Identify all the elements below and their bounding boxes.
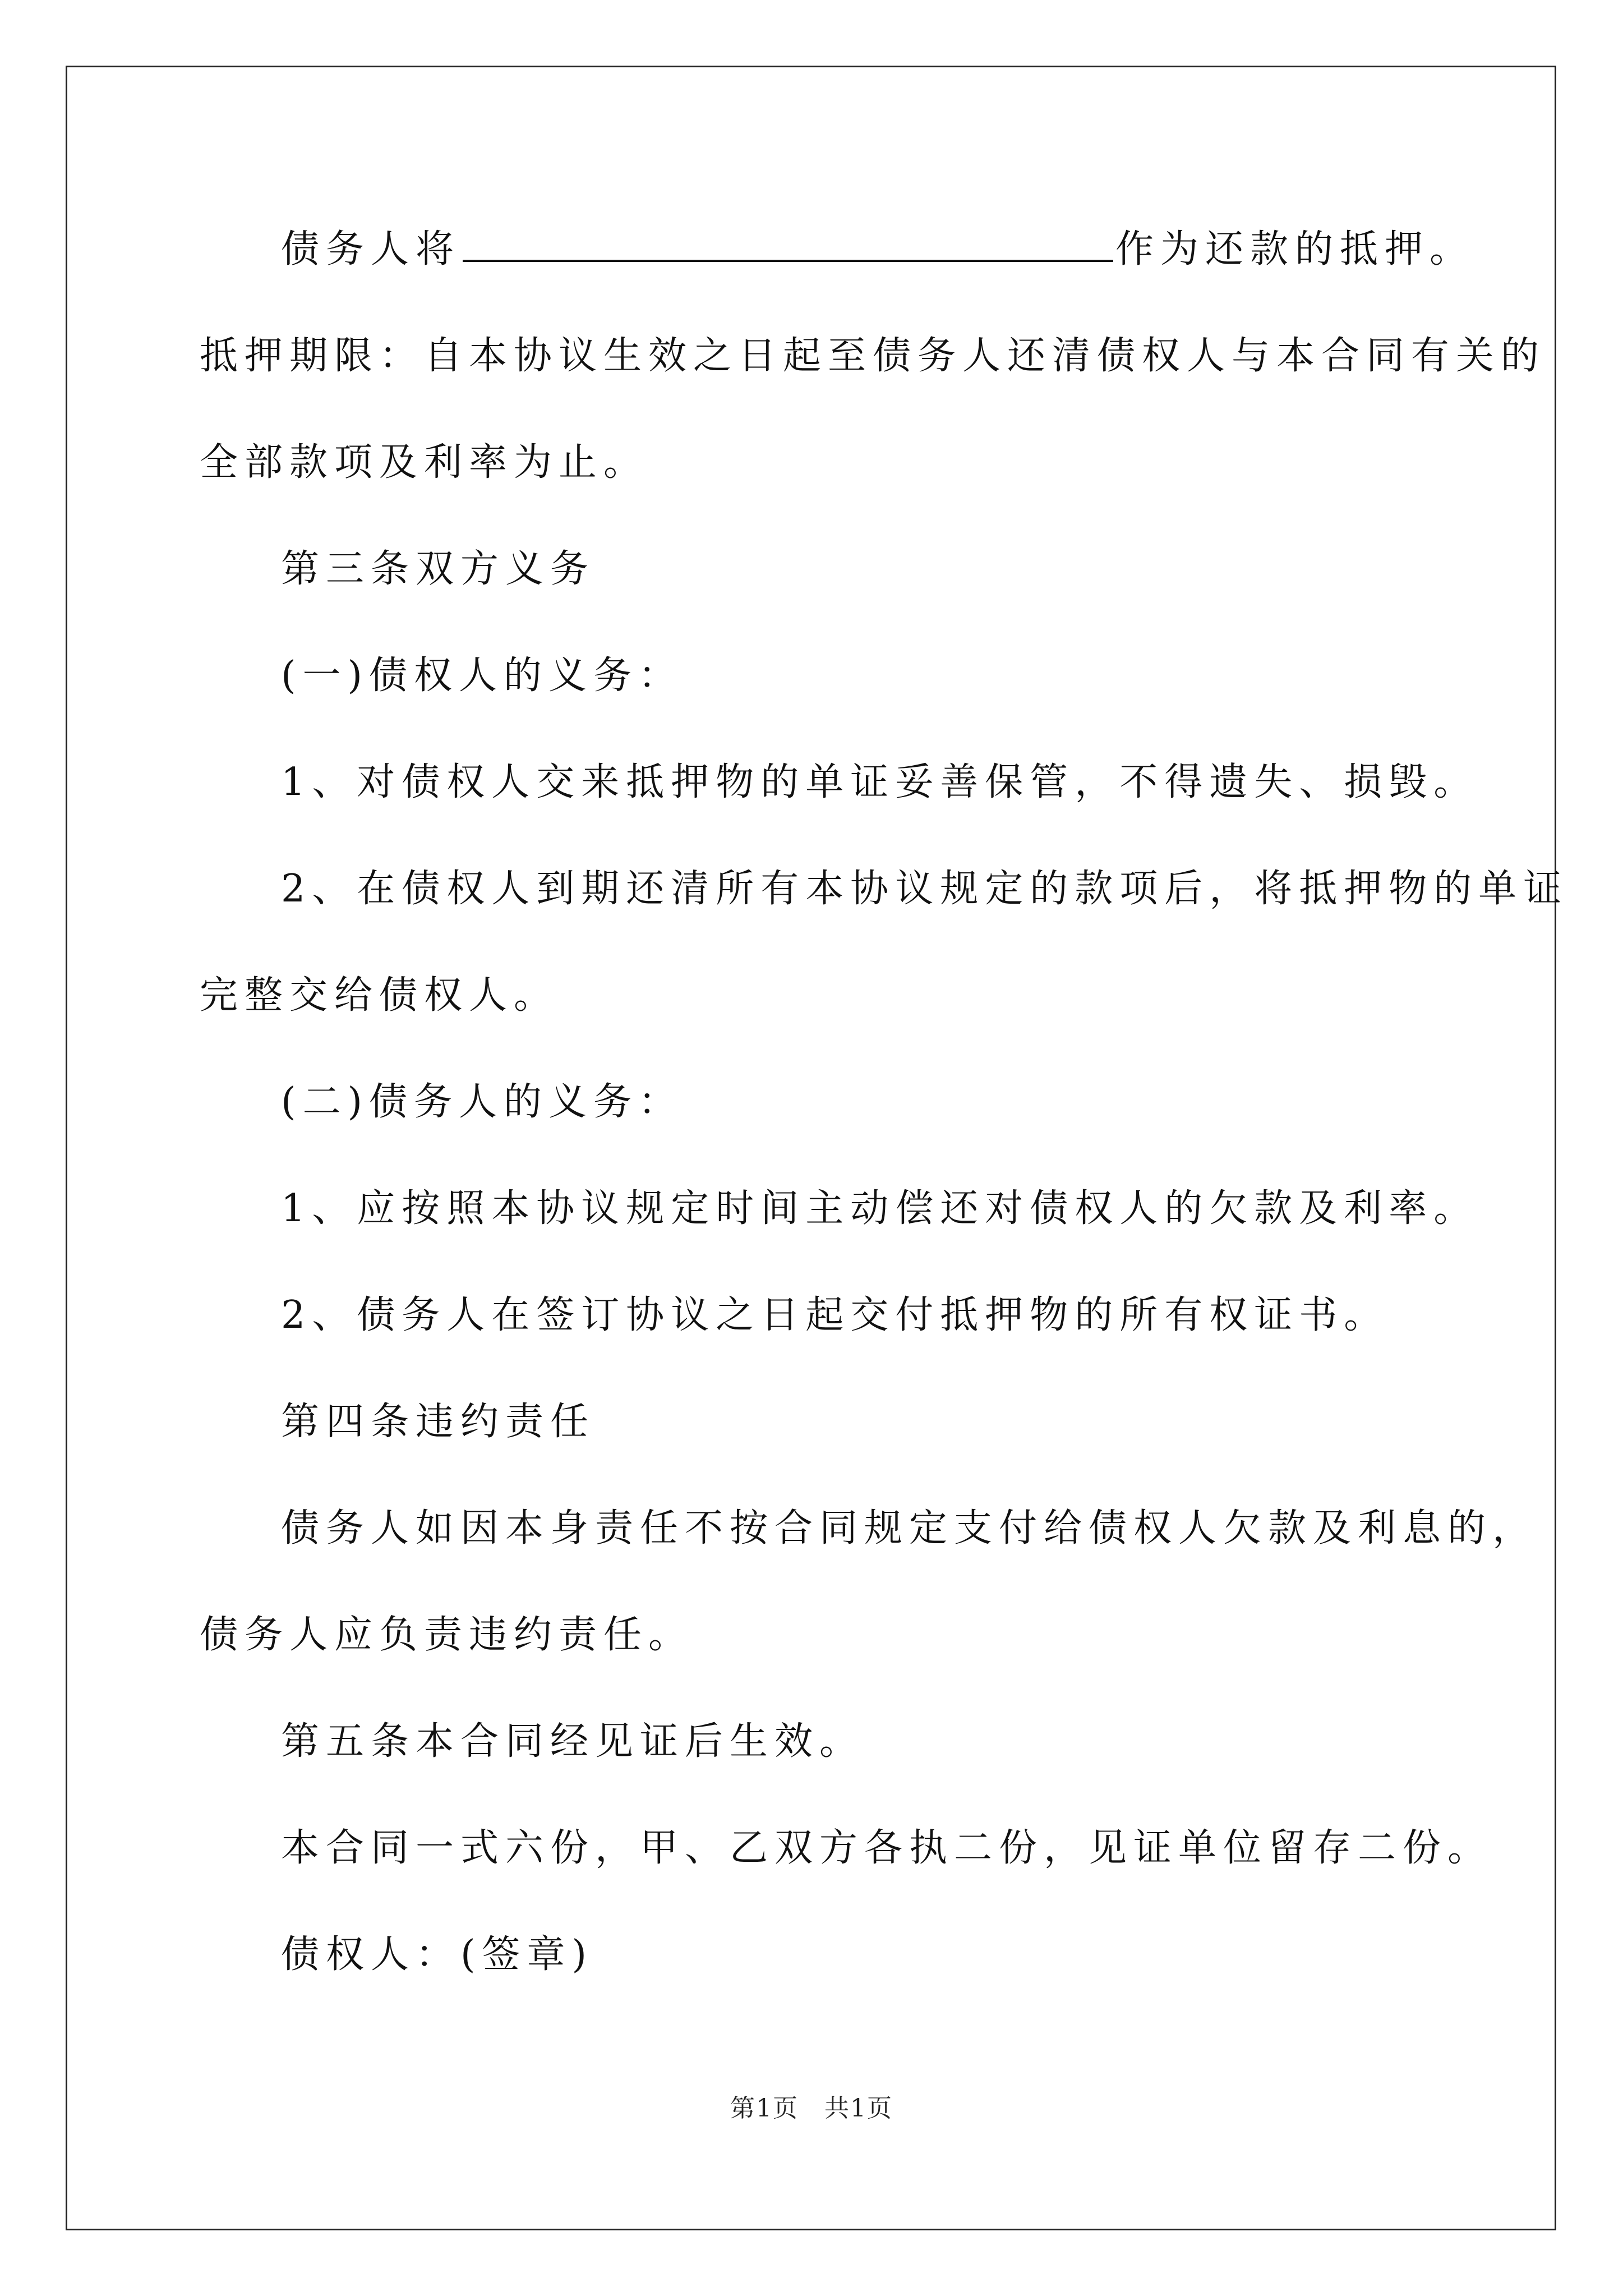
article-3-heading: 第三条双方义务 <box>281 547 596 591</box>
mortgage-term-continuation: 全部款项及利率为止。 <box>200 440 649 485</box>
creditor-obligation-2: 2、在债权人到期还清所有本协议规定的款项后，将抵押物的单证 <box>281 867 1569 911</box>
article-5-heading: 第五条本合同经见证后生效。 <box>281 1719 865 1764</box>
debtor-obligations-heading: (二)债务人的义务： <box>281 1080 684 1124</box>
document-body <box>200 216 1569 2028</box>
debtor-obligation-1: 1、应按照本协议规定时间主动偿还对债权人的欠款及利率。 <box>281 1186 1479 1231</box>
copies-clause: 本合同一式六份，甲、乙双方各执二份，见证单位留存二份。 <box>281 1826 1493 1870</box>
mortgage-clause-line <box>200 216 1475 323</box>
debtor-obligation-2: 2、债务人在签订协议之日起交付抵押物的所有权证书。 <box>281 1293 1389 1337</box>
breach-clause: 债务人如因本身责任不按合同规定支付给债权人欠款及利息的， <box>281 1506 1538 1550</box>
article-4-heading: 第四条违约责任 <box>281 1400 596 1444</box>
creditor-obligation-2-continuation: 完整交给债权人。 <box>200 973 559 1018</box>
creditor-obligation-1: 1、对债权人交来抵押物的单证妥善保管，不得遗失、损毁。 <box>281 760 1479 804</box>
debtor-prefix-text: 债务人将 <box>281 227 461 272</box>
breach-clause-continuation: 债务人应负责违约责任。 <box>200 1613 694 1657</box>
mortgage-term-line: 抵押期限：自本协议生效之日起至债务人还清债权人与本合同有关的 <box>200 334 1546 378</box>
page-footer: 第1页 共1页 <box>730 2094 893 2123</box>
creditor-obligations-heading: (一)债权人的义务： <box>281 654 684 698</box>
mortgage-suffix-text: 作为还款的抵押。 <box>1115 227 1475 272</box>
creditor-signature-line: 债权人：(签章) <box>281 1932 594 1977</box>
mortgage-item-blank <box>463 226 1113 262</box>
